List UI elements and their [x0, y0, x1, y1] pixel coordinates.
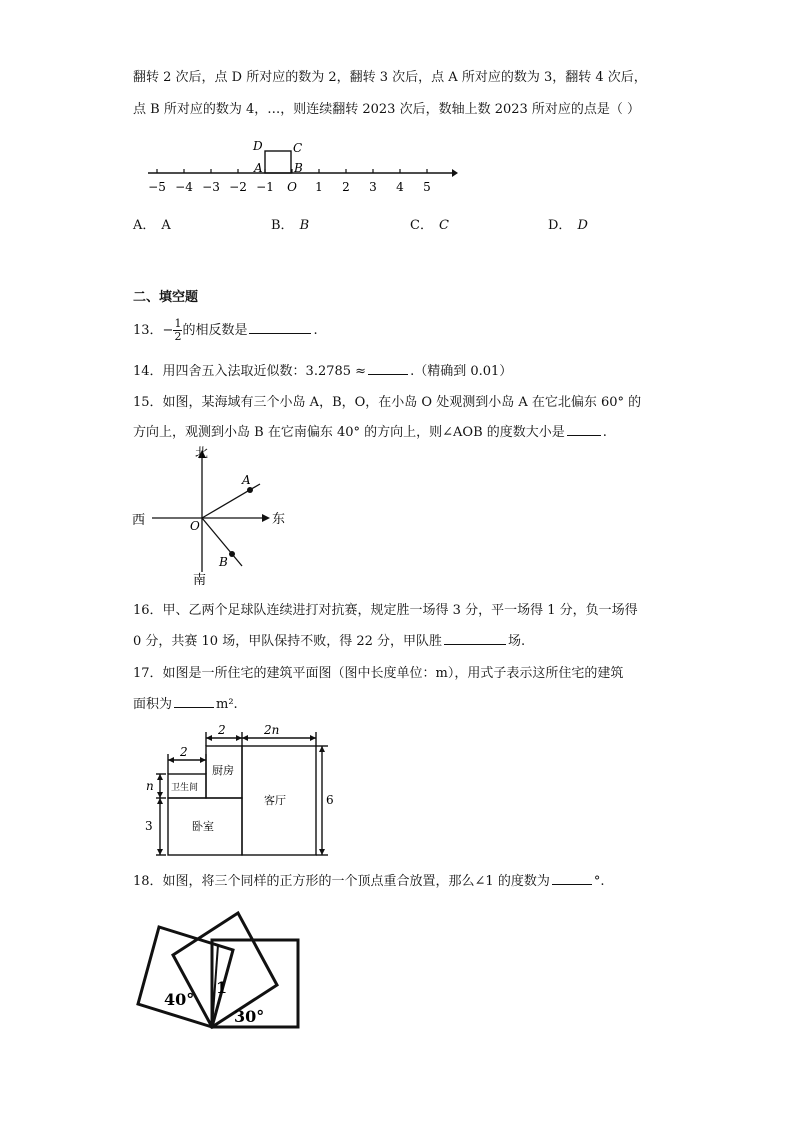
q14-line	[133, 360, 512, 379]
squares-figure	[130, 905, 305, 1033]
q18-line1: 18．如图，将三个同样的正方形的一个顶点重合放置，那么∠1 的度数为	[133, 874, 550, 889]
option-a-text: A	[161, 218, 171, 233]
q18-answer-blank[interactable]	[552, 872, 592, 885]
dim-n: n	[146, 779, 154, 793]
q17-end: m².	[216, 697, 238, 712]
q16-end: 场.	[508, 634, 526, 649]
q17-answer-blank[interactable]	[174, 695, 214, 708]
tick-label: 2	[342, 180, 350, 194]
q15-line1: 15．如图，某海域有三个小岛 A，B，O，在小岛 O 处观测到小岛 A 在它北偏东 60° 的	[133, 395, 642, 410]
q13-frac-num: 1	[174, 317, 182, 330]
q15-line2: 方向上，观测到小岛 B 在它南偏东 40° 的方向上，则∠AOB 的度数大小是	[133, 425, 565, 440]
room-bathroom: 卫生间	[171, 783, 199, 793]
point-a-label: A	[254, 161, 263, 175]
angle-1-label: 1	[216, 978, 228, 997]
q13-end: .	[313, 323, 318, 338]
q17-line2-wrap	[133, 693, 238, 712]
point-d-label: D	[253, 139, 263, 153]
tick-label: −4	[175, 180, 193, 194]
option-a[interactable]	[133, 214, 171, 233]
room-kitchen: 厨房	[212, 764, 234, 777]
island-b-label: B	[219, 555, 228, 569]
q16-line2: 0 分，共赛 10 场，甲队保持不败，得 22 分，甲队胜	[133, 634, 443, 649]
q13-sign: −	[162, 323, 174, 338]
q18-line-wrap	[133, 870, 604, 889]
tick-label: 1	[315, 180, 323, 194]
q13-line	[133, 318, 318, 343]
south-label: 南	[193, 573, 207, 588]
q12-line1: 翻转 2 次后，点 D 所对应的数为 2，翻转 3 次后，点 A 所对应的数为 3，翻转 4 次后，	[133, 70, 647, 85]
option-d[interactable]	[548, 214, 588, 233]
dim-2-top: 2	[218, 723, 226, 737]
q14-text: 14．用四舍五入法取近似数：3.2785 ≈	[133, 364, 367, 379]
q16-answer-blank[interactable]	[444, 632, 506, 645]
section-title: 二、填空题	[133, 290, 199, 305]
west-label: 西	[132, 513, 146, 528]
tick-label: 3	[369, 180, 377, 194]
q15-line2-wrap	[133, 421, 607, 440]
tick-label: O	[287, 180, 297, 194]
dim-3: 3	[145, 819, 153, 833]
option-a-letter: A．	[133, 218, 156, 233]
q15-answer-blank[interactable]	[567, 423, 601, 436]
q18-end: °.	[593, 874, 605, 889]
room-living: 客厅	[264, 794, 286, 807]
compass-figure	[130, 444, 290, 586]
island-a-label: A	[242, 473, 251, 487]
q13-frac-den: 2	[174, 330, 182, 343]
q16-line1: 16．甲、乙两个足球队连续进打对抗赛，规定胜一场得 3 分，平一场得 1 分，负一场得	[133, 603, 638, 618]
origin-o-label: O	[190, 519, 200, 533]
number-line-figure	[140, 138, 460, 196]
q12-line2: 点 B 所对应的数为 4，…，则连续翻转 2023 次后，数轴上数 2023 所对应的点是（ ）	[133, 102, 641, 117]
option-d-letter: D．	[548, 218, 572, 233]
tick-label: 5	[423, 180, 431, 194]
option-c-letter: C．	[410, 218, 433, 233]
floor-plan-figure	[140, 718, 340, 858]
q13-num: 13．	[133, 323, 163, 338]
option-b-letter: B．	[271, 218, 294, 233]
point-b-label: B	[294, 161, 303, 175]
angle-40-label: 40°	[164, 990, 195, 1009]
room-bedroom: 卧室	[192, 820, 214, 833]
north-label: 北	[195, 446, 209, 461]
angle-30-label: 30°	[234, 1007, 265, 1026]
tick-label: −2	[229, 180, 247, 194]
dim-2n: 2n	[264, 723, 280, 737]
option-c-text: C	[438, 218, 449, 233]
q16-line2-wrap	[133, 630, 525, 649]
q14-answer-blank[interactable]	[368, 362, 408, 375]
tick-label: −5	[148, 180, 166, 194]
q15-end: .	[602, 425, 607, 440]
option-c[interactable]	[410, 214, 449, 233]
dim-6: 6	[326, 793, 334, 807]
q17-line2: 面积为	[133, 697, 173, 712]
q13-text: 的相反数是	[182, 323, 248, 338]
tick-label: 4	[396, 180, 404, 194]
point-c-label: C	[293, 141, 303, 155]
q13-answer-blank[interactable]	[249, 321, 311, 334]
q14-end: .（精确到 0.01）	[410, 364, 513, 379]
east-label: 东	[272, 512, 286, 527]
q17-line1: 17．如图是一所住宅的建筑平面图（图中长度单位：m），用式子表示这所住宅的建筑	[133, 666, 624, 681]
tick-label: −3	[202, 180, 220, 194]
option-b[interactable]	[271, 214, 309, 233]
option-b-text: B	[299, 218, 310, 233]
tick-label: −1	[256, 180, 274, 194]
option-d-text: D	[577, 218, 588, 233]
dim-2-left: 2	[180, 745, 188, 759]
